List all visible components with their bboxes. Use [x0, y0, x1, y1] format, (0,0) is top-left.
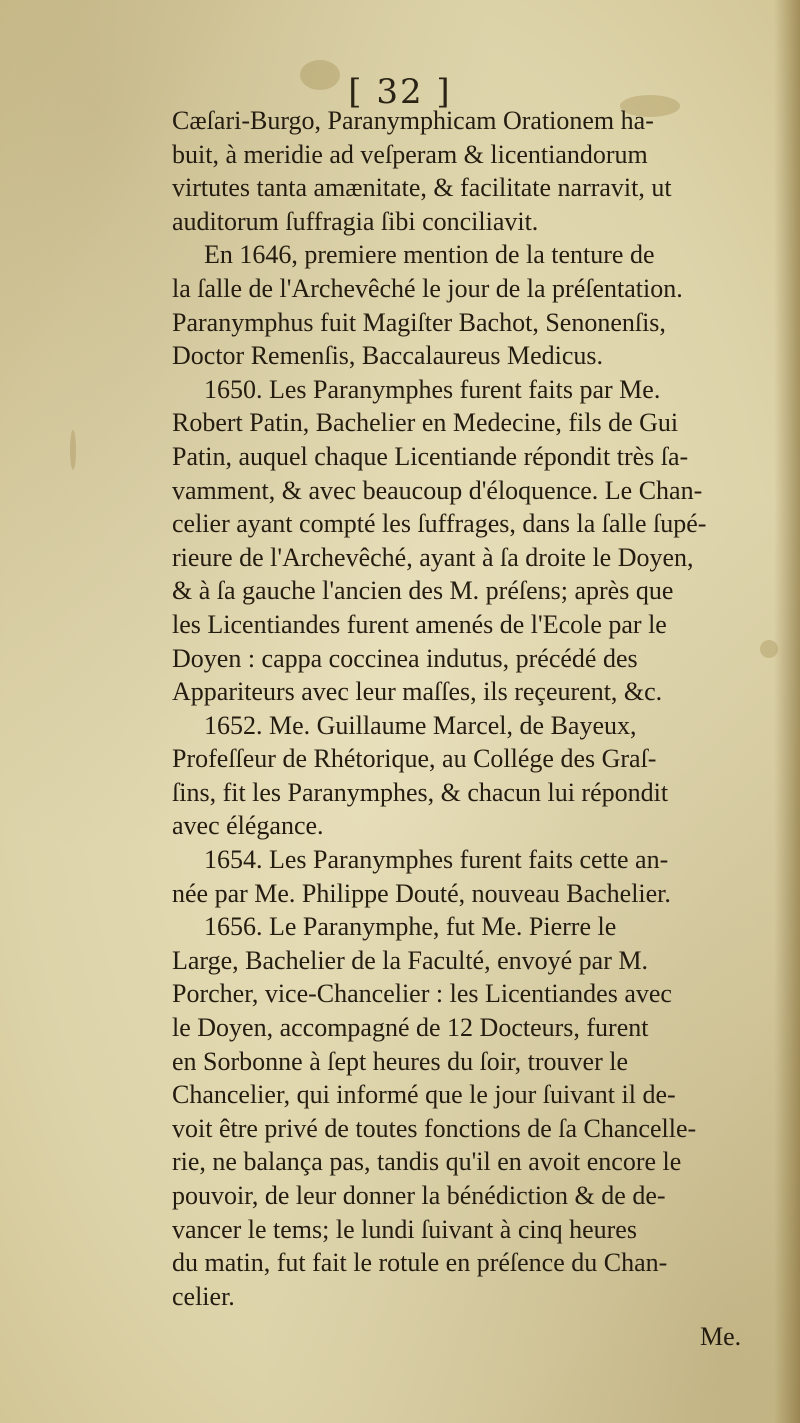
text-line: Chancelier, qui informé que le jour ſuivant il de- — [172, 1080, 676, 1110]
text-line: du matin, fut fait le rotule en préſence du Chan- — [172, 1248, 668, 1278]
text-line: les Licentiandes furent amenés de l'Ecole par le — [172, 609, 667, 639]
text-line: avec élégance. — [172, 811, 324, 841]
text-line: virtutes tanta amænitate, & facilitate narravit, ut — [172, 173, 672, 203]
text-line: pouvoir, de leur donner la bénédiction & de de- — [172, 1181, 666, 1210]
text-line: Porcher, vice-Chancelier : les Licentiandes avec — [172, 979, 672, 1009]
text-line: Doctor Remenſis, Baccalaureus Medicus. — [172, 341, 604, 371]
text-line: Doyen : cappa coccinea indutus, précédé des — [172, 643, 638, 673]
catchword: Me. — [700, 1322, 742, 1351]
text-line: Appariteurs avec leur maſſes, ils reçeurent, &c. — [172, 677, 663, 707]
text-line: en Sorbonne à ſept heures du ſoir, trouver le — [172, 1046, 628, 1076]
paragraph-start-line: 1650. Les Paranymphes furent faits par Me. — [204, 374, 661, 404]
page-number-header: [ 32 ] — [348, 72, 452, 112]
text-line: le Doyen, accompagné de 12 Docteurs, furent — [172, 1013, 649, 1043]
text-line: vancer le tems; le lundi ſuivant à cinq heures — [172, 1214, 637, 1244]
paragraph-start-line: En 1646, premiere mention de la tenture de — [204, 240, 655, 270]
text-line: celier ayant compté les ſuffrages, dans la ſalle ſupé- — [172, 509, 707, 539]
text-line: buit, à meridie ad veſperam & licentiandorum — [172, 139, 648, 169]
text-line: & à ſa gauche l'ancien des M. préſens; après que — [172, 576, 674, 606]
text-line: Paranymphus fuit Magiſter Bachot, Senonenſis, — [172, 307, 666, 337]
text-line: rieure de l'Archevêché, ayant à ſa droite le Doyen, — [172, 542, 694, 572]
text-line: née par Me. Philippe Douté, nouveau Bachelier. — [172, 878, 671, 908]
paragraph-start-line: 1654. Les Paranymphes furent faits cette an- — [204, 845, 669, 875]
text-line: la ſalle de l'Archevêché le jour de la préſentation. — [172, 273, 683, 303]
text-line: celier. — [172, 1281, 235, 1311]
text-line: ſins, fit les Paranymphes, & chacun lui répondit — [172, 777, 669, 807]
paragraph-start-line: 1656. Le Paranymphe, fut Me. Pierre le — [204, 912, 617, 942]
paper-stain — [70, 430, 76, 470]
paragraph-start-line: 1652. Me. Guillaume Marcel, de Bayeux, — [204, 710, 637, 740]
text-line: rie, ne balança pas, tandis qu'il en avoit encore le — [172, 1147, 682, 1177]
text-line: voit être privé de toutes fonctions de ſa Chancelle- — [172, 1113, 697, 1143]
text-line: Large, Bachelier de la Faculté, envoyé par M. — [172, 945, 648, 975]
text-line: Robert Patin, Bachelier en Medecine, fils de Gui — [172, 408, 679, 438]
text-line: auditorum ſuffragia ſibi conciliavit. — [172, 206, 539, 236]
text-line: Profeſſeur de Rhétorique, au Collége des Graſ- — [172, 744, 657, 774]
text-line: vamment, & avec beaucoup d'éloquence. Le Chan- — [172, 475, 703, 505]
text-line: Cæſari-Burgo, Paranymphicam Orationem ha- — [172, 106, 654, 135]
text-line: Patin, auquel chaque Licentiande répondit très ſa- — [172, 441, 689, 471]
body-text — [172, 104, 784, 1313]
